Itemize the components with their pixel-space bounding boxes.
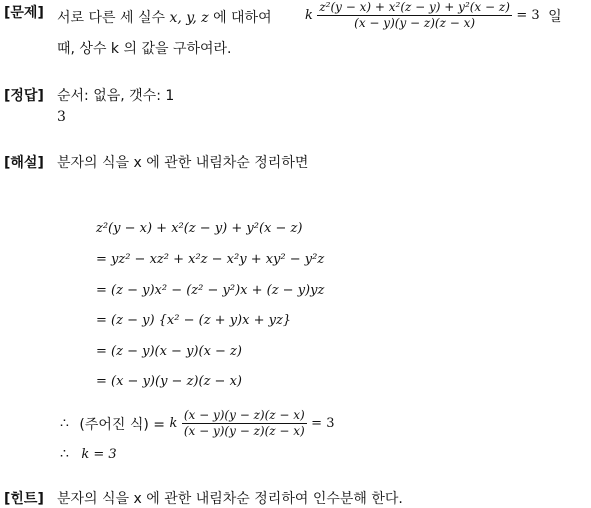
given-fraction-numerator: (x − y)(y − z)(z − x) bbox=[183, 408, 305, 422]
solution-step-2: = yz² − xz² + x²z − x²y + xy² − y²z bbox=[96, 252, 325, 267]
given-equals: = 3 bbox=[311, 416, 335, 431]
solution-step-3: = (z − y)x² − (z² − y²)x + (z − y)yz bbox=[96, 283, 325, 298]
given-k: k bbox=[169, 416, 178, 431]
solution-step-4: = (z − y) {x² − (z + y)x + yz} bbox=[96, 313, 292, 328]
problem-fraction-numerator: z²(y − x) + x²(z − y) + y²(x − z) bbox=[319, 0, 510, 14]
problem-text: 서로 다른 세 실수 bbox=[57, 10, 166, 26]
problem-mid: 에 대하여 bbox=[213, 10, 272, 26]
answer-tag: [정답] bbox=[4, 88, 44, 104]
problem-line2: 때, 상수 k 의 값을 구하여라. bbox=[57, 41, 232, 57]
problem-vars: x, y, z bbox=[169, 10, 209, 26]
solution-final-line bbox=[60, 446, 117, 462]
therefore-symbol: ∴ bbox=[60, 415, 69, 432]
hint-tag: [힌트] bbox=[4, 491, 44, 507]
answer-meta: 순서: 없음, 갯수: 1 bbox=[57, 88, 175, 104]
problem-equals: = 3 bbox=[516, 8, 540, 23]
therefore-symbol-2: ∴ bbox=[60, 446, 69, 462]
solution-step-5: = (z − y)(x − y)(x − z) bbox=[96, 344, 242, 359]
problem-line1 bbox=[57, 7, 272, 27]
solution-step-6: = (x − y)(y − z)(z − x) bbox=[96, 374, 242, 389]
solution-tag: [해설] bbox=[4, 155, 44, 171]
problem-fraction bbox=[317, 0, 512, 31]
final-answer: k = 3 bbox=[81, 447, 117, 462]
given-label: (주어진 식) = bbox=[79, 416, 166, 433]
solution-step-1: z²(y − x) + x²(z − y) + y²(x − z) bbox=[96, 221, 303, 236]
problem-formula bbox=[305, 0, 562, 31]
problem-fraction-denominator: (x − y)(y − z)(z − x) bbox=[354, 16, 476, 30]
answer-value: 3 bbox=[57, 109, 66, 125]
problem-tag: [문제] bbox=[4, 5, 44, 21]
problem-tail: 일 bbox=[548, 8, 562, 25]
given-fraction bbox=[182, 408, 307, 439]
problem-k: k bbox=[305, 8, 313, 23]
hint-text: 분자의 식을 x 에 관한 내림차순 정리하여 인수분해 한다. bbox=[57, 491, 403, 507]
solution-given-line bbox=[60, 408, 334, 439]
given-fraction-denominator: (x − y)(y − z)(z − x) bbox=[183, 424, 305, 438]
solution-intro: 분자의 식을 x 에 관한 내림차순 정리하면 bbox=[57, 155, 309, 171]
